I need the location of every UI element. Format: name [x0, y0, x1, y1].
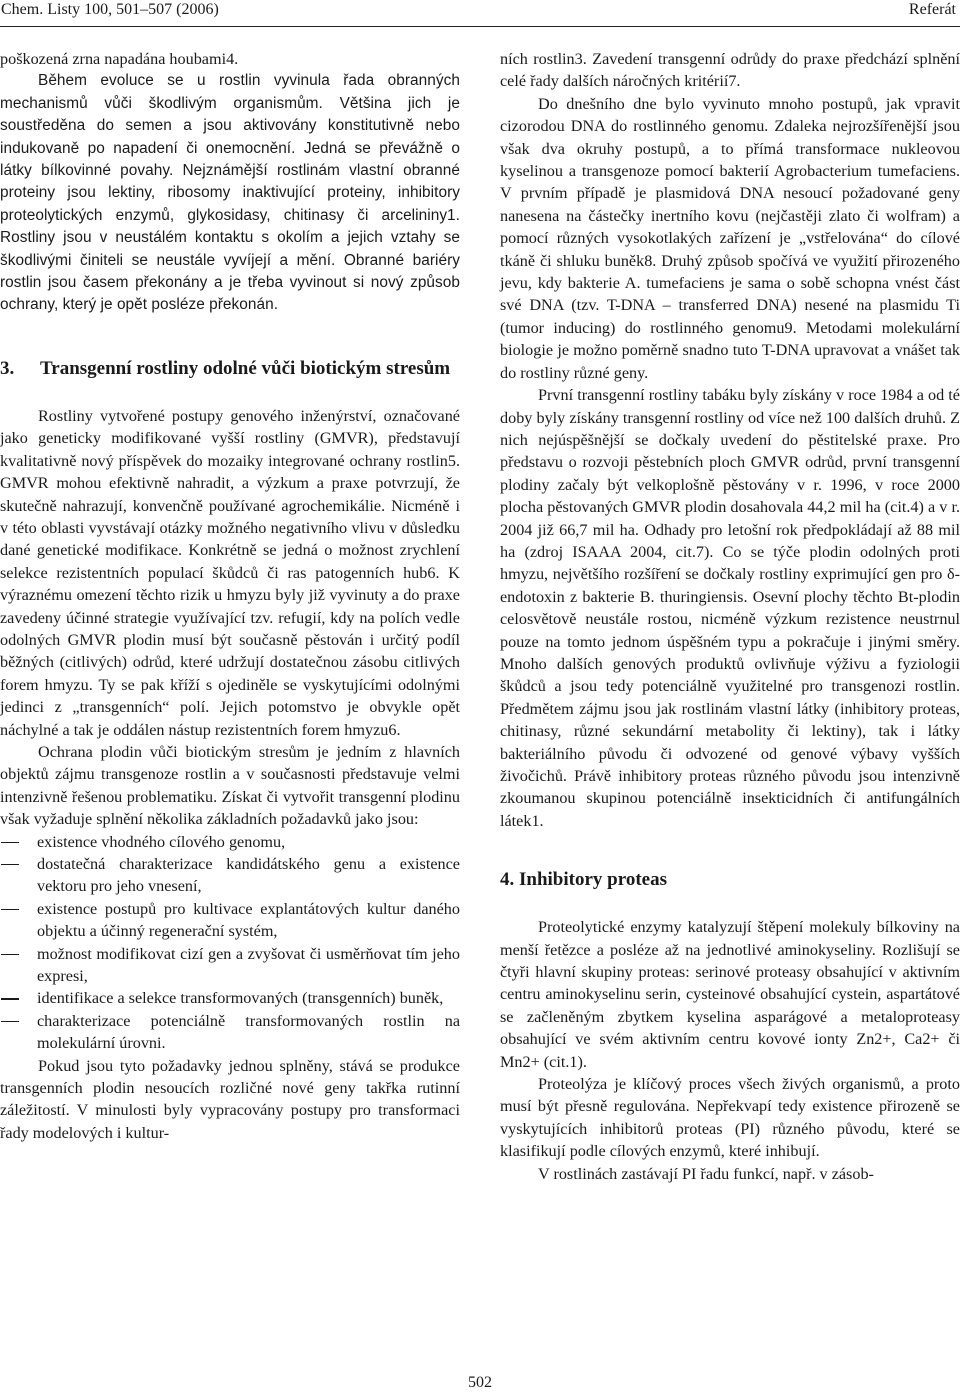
left-paragraph-1: poškozená zrna napadána houbami4. [0, 50, 239, 68]
section-3-number: 3. [0, 357, 15, 379]
left-paragraph-4: Ochrana plodin vůči biotickým stresům je jedním z hlavních objektů zájmu transgenoze rostlin a v současnosti představuje velmi intenzivně řešenou problematiku. Získat či vytvořit transgenní plodinu však vyžaduje splnění několika základních požadavků jako jsou: [0, 742, 460, 829]
requirements-list [0, 831, 460, 1055]
list-item: charakterizace potenciálně transformovaných rostlin na molekulární úrovni. [0, 1010, 460, 1055]
section-4-heading: 4. Inhibitory proteas [500, 869, 667, 891]
left-column [0, 48, 460, 1144]
list-item: dostatečná charakterizace kandidátského genu a existence vektoru pro jeho vnesení, [0, 853, 460, 898]
section-3-title: Transgenní rostliny odolné vůči biotickým stresům [40, 357, 451, 379]
article-type: Referát [908, 1, 956, 18]
right-paragraph-1: ních rostlin3. Zavedení transgenní odrůdy do praxe předchází splnění celé řady dalších náročných kritérií7. [500, 50, 960, 91]
list-item: identifikace a selekce transformovaných (transgenních) buněk, [0, 987, 460, 1009]
left-paragraph-5: Pokud jsou tyto požadavky jednou splněny, stává se produkce transgenních plodin nesoucích rozličné nové geny takřka rutinní záležitostí. V minulosti byly vypracovány postupy pro transformaci řady modelových i kultur- [0, 1056, 460, 1142]
right-paragraph-4: Proteolytické enzymy katalyzují štěpení molekuly bílkoviny na menší řetězce a posléze až na jednotlivé aminokyseliny. Rozlišují se čtyři hlavní skupiny proteas: serinové proteasy obsahující v aktivním centru aminokyselinu serin, cysteinové obsahující cystein, aspartátové se začleněným zbytkem kyselina asparágové a metaloproteasy obsahující ve svém aktivním centru kovové ionty Zn2+, Ca2+ či Mn2+ (cit.1). [500, 918, 960, 1071]
right-paragraph-2: Do dnešního dne bylo vyvinuto mnoho postupů, jak vpravit cizorodou DNA do rostlinného genomu. Zdaleka nejrozšířenější jsou však dva okruhy postupů, a to přímá transformace nukleovou kyselinou a transgenoze pomocí bakterií Agrobacterium tumefaciens. V prvním případě je plasmidová DNA nesoucí požadované geny nanesena na částečky inertního kovu (nejčastěji zlato či wolfram) a pomocí různých vysokotlakých zařízení je „vstřelována“ do cílové tkáně či shluku buněk8. Druhý způsob spočívá ve využití přirozeného jevu, kdy bakterie A. tumefaciens je sama o sobě schopna vnést část své DNA (tzv. T-DNA – transferred DNA) nesené na plasmidu Ti (tumor inducing) do rostlinného genomu9. Metodami molekulární biologie je možno poměrně snadno tuto T-DNA upravovat a vnášet tak do rostliny různé geny. [500, 94, 960, 382]
journal-citation: Chem. Listy 100, 501–507 (2006) [1, 1, 219, 18]
right-paragraph-3: První transgenní rostliny tabáku byly získány v roce 1984 a od té doby byly získány transgenní rostliny od více než 100 dalších druhů. Z nich nejúspěšnější se dočkaly uvedení do pěstitelské praxe. Pro představu o rozvoji pěstebních ploch GMVR odrůd, první transgenní plodiny začaly být velkoplošně pěstovány v r. 1996, v roce 2000 plocha pěstovaných GMVR plodin dosahovala 44,2 mil ha (cit.4) a v r. 2004 již 66,7 mil ha. Odhady pro letošní rok předpokládají až 88 mil ha (zdroj ISAAA 2004, cit.7). Co se týče plodin odolných proti hmyzu, největšího rozšíření se dočkaly rostliny exprimující gen pro δ-endotoxin z bakterie B. thuringiensis. Osevní plochy těchto Bt-plodin celosvětově neustále rostou, nicméně výzkum rezistence neustrnul pouze na tomto jednom úspěšném typu a pokračuje i jinými směry. Mnoho dalších genových produktů ovlivňuje výživu a fyziologii škůdců a jsou tedy potenciálně využitelné pro transgenozi rostlin. Předmětem zájmu jsou jak rostlinám vlastní látky (inhibitory proteas, chitinasy, různé sekundární metabolity či lektiny), tak i látky bakteriálního původu či odvozené od genové výbavy vyšších živočichů. Právě inhibitory proteas různého původu jsou intenzivně zkoumanou skupinou potenciálně insekticidních či antifungálních látek1. [500, 386, 960, 830]
right-paragraph-5: Proteolýza je klíčový proces všech živých organismů, a proto musí být přesně regulována. Nepřekvapí tedy existence přirozeně se vyskytujících inhibitorů proteas (PI) různého původu, které se klasifikují podle cílových enzymů, které inhibují. [500, 1075, 960, 1161]
list-item: existence vhodného cílového genomu, [0, 831, 460, 853]
running-header [0, 0, 960, 27]
list-item: existence postupů pro kultivace explantátových kultur daného objektu a účinný regenerační systém, [0, 898, 460, 943]
page-number: 502 [468, 1374, 492, 1391]
right-column [500, 48, 960, 1185]
section-3-heading [0, 357, 460, 381]
right-paragraph-6: V rostlinách zastávají PI řadu funkcí, např. v zásob- [538, 1164, 874, 1183]
list-item: možnost modifikovat cizí gen a zvyšovat či usměrňovat tím jeho expresi, [0, 943, 460, 988]
left-paragraph-3: Rostliny vytvořené postupy genového inženýrství, označované jako geneticky modifikované vyšší rostliny (GMVR), představují kvalitativně nový příspěvek do mozaiky integrované ochrany rostlin5. GMVR mohou efektivně nahradit, a výzkum a praxe potvrzují, že skutečně nahrazují, konvenčně používané agrochemikálie. Nicméně i v této oblasti vyvstávají otázky možného negativního vlivu v důsledku dané genetické modifikace. Konkrétně se jedná o možnost zrychlení selekce rezistentních populací škůdců či ras patogenních hub6. K výraznému omezení těchto rizik u hmyzu byly již vyvinuty a do praxe zavedeny účinné strategie využívající tzv. refugií, kdy na polích vedle odolných GMVR plodin musí být současně pěstován i určitý podíl běžných (citlivých) odrůd, které udržují dostatečnou zásobu citlivých forem hmyzu. Ty se pak kříží s ojediněle se vyskytujícími odolnými jedinci z „transgenních“ polí. Jejich potomstvo je obvykle opět náchylné a tak je oddálen nástup rezistentních forem hmyzu6. [0, 406, 460, 739]
left-paragraph-2: Během evoluce se u rostlin vyvinula řada obranných mechanismů vůči škodlivým organismům. Většina jich je soustředěna do semen a jsou aktivovány konstitutivně nebo indukovaně po napadení či onemocnění. Jedná se převážně o látky bílkovinné povahy. Nejznámější rostlinám vlastní obranné proteiny jsou lektiny, ribosomy inaktivující proteiny, inhibitory proteolytických enzymů, glykosidasy, chitinasy či arcelininy1. Rostliny jsou v neustálém kontaktu s okolím a jejich vztahy se škodlivými činiteli se neustále vyvíjejí a mění. Obranné bariéry rostlin jsou časem překonány a je třeba vyvinout si nový způsob ochrany, který je opět posléze překonán. [0, 72, 460, 314]
